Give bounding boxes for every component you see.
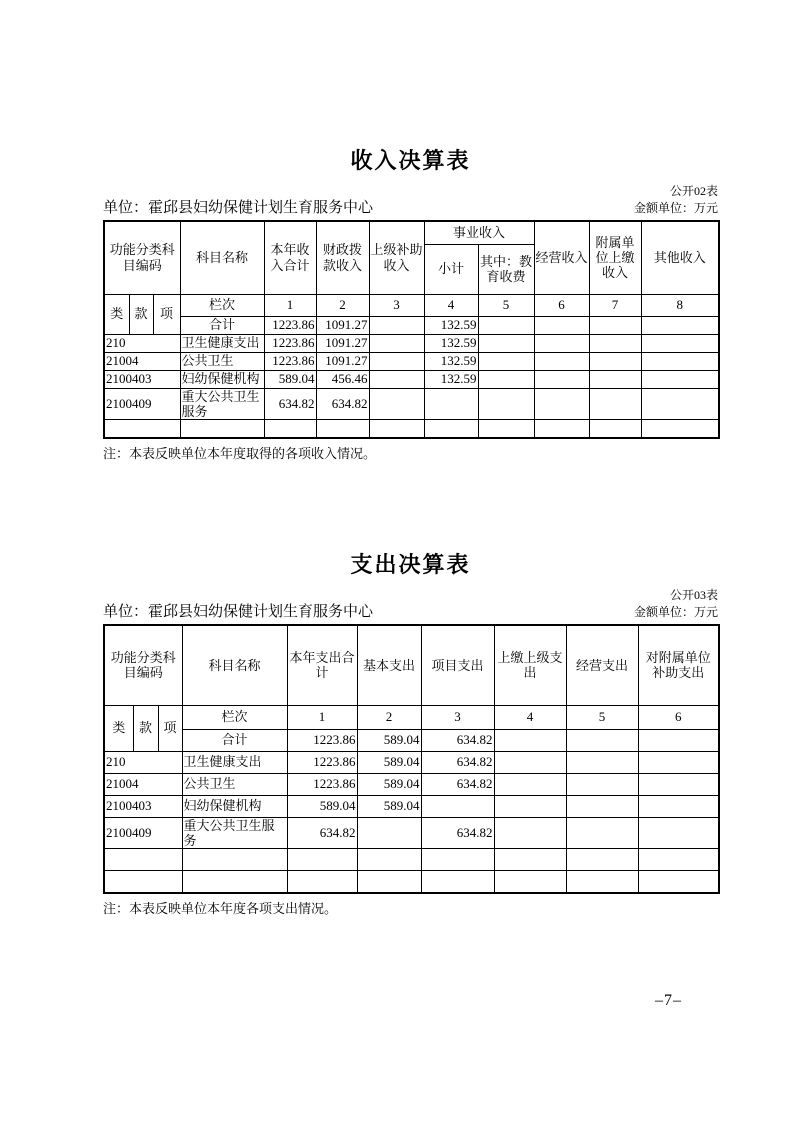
row-subject-name: 妇幼保健机构 — [182, 795, 287, 817]
row-value — [369, 420, 424, 438]
row-value — [424, 420, 478, 438]
header-section: 款 — [133, 705, 158, 751]
row-value: 1091.27 — [316, 334, 369, 352]
row-value — [638, 795, 719, 817]
row-value — [287, 849, 357, 871]
row-value — [478, 420, 534, 438]
row-value — [369, 352, 424, 370]
total-value — [589, 316, 641, 334]
header-section: 款 — [129, 294, 153, 334]
table-row — [104, 420, 719, 438]
income-unit-name: 单位：霍邱县妇幼保健计划生育服务中心 — [103, 200, 374, 216]
expense-unit-line — [103, 603, 718, 622]
total-value — [638, 729, 719, 751]
header-operating-expense: 经营支出 — [566, 625, 638, 705]
row-subject-name — [180, 420, 264, 438]
lanci-label: 栏次 — [180, 294, 264, 316]
row-value — [534, 334, 589, 352]
expense-statement-table — [103, 624, 720, 894]
header-function-code: 功能分类科目编码 — [104, 221, 180, 294]
row-value — [421, 849, 494, 871]
row-value — [316, 420, 369, 438]
total-label: 合计 — [180, 316, 264, 334]
total-value: 132.59 — [424, 316, 478, 334]
column-number: 5 — [478, 294, 534, 316]
total-value: 1223.86 — [287, 729, 357, 751]
row-value: 1223.86 — [264, 352, 316, 370]
column-number: 2 — [316, 294, 369, 316]
row-value — [589, 334, 641, 352]
row-value — [589, 420, 641, 438]
table-row — [104, 773, 719, 795]
column-number: 1 — [264, 294, 316, 316]
table-row — [104, 352, 719, 370]
table-row — [104, 817, 719, 849]
income-column-index-row — [104, 294, 719, 316]
row-value — [641, 352, 719, 370]
expense-header-row — [104, 625, 719, 705]
row-value — [641, 334, 719, 352]
row-value — [566, 871, 638, 893]
column-number: 6 — [534, 294, 589, 316]
row-value — [369, 388, 424, 420]
income-unit-line — [103, 199, 718, 218]
header-subsidy-affiliated-expense: 对附属单位补助支出 — [638, 625, 719, 705]
header-subtotal: 小计 — [424, 244, 478, 294]
income-table-note: 注：本表反映单位本年度取得的各项收入情况。 — [103, 445, 377, 461]
row-subject-name: 重大公共卫生服务 — [182, 817, 287, 849]
row-code: 2100403 — [104, 795, 182, 817]
column-number: 8 — [641, 294, 719, 316]
header-other-income: 其他收入 — [641, 221, 719, 294]
row-value: 132.59 — [424, 352, 478, 370]
row-value — [641, 420, 719, 438]
expense-table-title: 支出决算表 — [350, 553, 471, 578]
row-value — [287, 871, 357, 893]
header-total-income: 本年收入合计 — [264, 221, 316, 294]
row-code — [104, 420, 180, 438]
row-subject-name: 公共卫生 — [182, 773, 287, 795]
row-subject-name: 卫生健康支出 — [182, 751, 287, 773]
income-statement-table — [103, 220, 720, 439]
row-value — [421, 871, 494, 893]
total-label: 合计 — [182, 729, 287, 751]
row-code — [104, 871, 182, 893]
header-superior-subsidy-income: 上级补助收入 — [369, 221, 424, 294]
row-value — [369, 370, 424, 388]
column-number: 4 — [494, 705, 566, 729]
column-number: 6 — [638, 705, 719, 729]
row-value — [494, 773, 566, 795]
row-value — [638, 773, 719, 795]
expense-column-index-row — [104, 705, 719, 729]
row-value: 634.82 — [421, 817, 494, 849]
table-row — [104, 795, 719, 817]
row-value — [638, 751, 719, 773]
row-code — [104, 849, 182, 871]
total-value: 589.04 — [357, 729, 421, 751]
income-total-row — [104, 316, 719, 334]
income-table-title: 收入决算表 — [350, 149, 471, 174]
row-value: 589.04 — [357, 795, 421, 817]
total-value — [566, 729, 638, 751]
row-value — [357, 817, 421, 849]
row-value — [357, 871, 421, 893]
expense-doc-label: 公开03表 — [669, 588, 718, 602]
row-value — [264, 420, 316, 438]
expense-table-note: 注：本表反映单位本年度各项支出情况。 — [103, 900, 338, 916]
header-education-fees: 其中：教育收费 — [478, 244, 534, 294]
table-row — [104, 751, 719, 773]
row-value — [494, 751, 566, 773]
total-value — [369, 316, 424, 334]
row-value — [589, 370, 641, 388]
row-value — [566, 795, 638, 817]
table-row — [104, 871, 719, 893]
row-code: 2100409 — [104, 388, 180, 420]
row-value: 634.82 — [421, 773, 494, 795]
row-value: 1223.86 — [287, 773, 357, 795]
row-value — [357, 849, 421, 871]
row-code: 21004 — [104, 773, 182, 795]
row-value — [566, 751, 638, 773]
table-row — [104, 334, 719, 352]
page-number: –7– — [655, 992, 682, 1009]
row-value: 589.04 — [357, 751, 421, 773]
income-doc-label: 公开02表 — [669, 184, 718, 198]
header-basic-expense: 基本支出 — [357, 625, 421, 705]
row-value: 589.04 — [287, 795, 357, 817]
row-value — [494, 795, 566, 817]
row-value: 634.82 — [287, 817, 357, 849]
column-number: 7 — [589, 294, 641, 316]
header-subject-name: 科目名称 — [180, 221, 264, 294]
row-value — [369, 334, 424, 352]
row-value — [534, 352, 589, 370]
row-value — [478, 352, 534, 370]
header-subject-name: 科目名称 — [182, 625, 287, 705]
row-subject-name — [182, 849, 287, 871]
row-code: 21004 — [104, 352, 180, 370]
row-code: 2100409 — [104, 817, 182, 849]
header-class: 类 — [104, 705, 133, 751]
header-turn-over-superior-expense: 上缴上级支出 — [494, 625, 566, 705]
header-affiliated-unit-income: 附属单位上缴收入 — [589, 221, 641, 294]
expense-unit-name: 单位：霍邱县妇幼保健计划生育服务中心 — [103, 604, 374, 620]
header-project-expense: 项目支出 — [421, 625, 494, 705]
header-item: 项 — [153, 294, 180, 334]
row-value: 1223.86 — [287, 751, 357, 773]
lanci-label: 栏次 — [182, 705, 287, 729]
total-value — [494, 729, 566, 751]
total-value — [478, 316, 534, 334]
row-value — [424, 388, 478, 420]
row-value — [478, 388, 534, 420]
row-value — [494, 849, 566, 871]
income-section — [103, 149, 718, 462]
expense-amount-unit: 金额单位：万元 — [633, 605, 718, 619]
table-row — [104, 388, 719, 420]
row-value — [478, 370, 534, 388]
total-value: 634.82 — [421, 729, 494, 751]
row-code: 210 — [104, 334, 180, 352]
column-number: 5 — [566, 705, 638, 729]
row-value: 132.59 — [424, 370, 478, 388]
row-value: 634.82 — [421, 751, 494, 773]
row-value — [589, 352, 641, 370]
header-business-income-group: 事业收入 — [424, 221, 534, 244]
row-value — [421, 795, 494, 817]
row-value — [638, 817, 719, 849]
column-number: 4 — [424, 294, 478, 316]
row-value — [534, 370, 589, 388]
header-function-code: 功能分类科目编码 — [104, 625, 182, 705]
row-value: 456.46 — [316, 370, 369, 388]
header-total-expense: 本年支出合计 — [287, 625, 357, 705]
row-value — [638, 849, 719, 871]
row-subject-name: 妇幼保健机构 — [180, 370, 264, 388]
row-value — [641, 370, 719, 388]
row-subject-name: 公共卫生 — [180, 352, 264, 370]
total-value — [641, 316, 719, 334]
row-value: 634.82 — [264, 388, 316, 420]
row-value — [534, 388, 589, 420]
header-operating-income: 经营收入 — [534, 221, 589, 294]
income-amount-unit: 金额单位：万元 — [633, 201, 718, 215]
row-value — [494, 817, 566, 849]
total-value — [534, 316, 589, 334]
expense-section — [103, 553, 718, 917]
row-subject-name: 重大公共卫生服务 — [180, 388, 264, 420]
row-value — [589, 388, 641, 420]
row-value — [641, 388, 719, 420]
column-number: 3 — [369, 294, 424, 316]
row-value — [478, 334, 534, 352]
row-value: 634.82 — [316, 388, 369, 420]
row-value: 1223.86 — [264, 334, 316, 352]
row-value: 589.04 — [264, 370, 316, 388]
column-number: 1 — [287, 705, 357, 729]
total-value: 1091.27 — [316, 316, 369, 334]
table-row — [104, 849, 719, 871]
row-subject-name — [182, 871, 287, 893]
row-value: 132.59 — [424, 334, 478, 352]
column-number: 2 — [357, 705, 421, 729]
row-value — [638, 871, 719, 893]
row-code: 210 — [104, 751, 182, 773]
row-value — [566, 773, 638, 795]
row-value — [566, 849, 638, 871]
row-code: 2100403 — [104, 370, 180, 388]
row-value — [494, 871, 566, 893]
header-item: 项 — [158, 705, 182, 751]
row-value — [566, 817, 638, 849]
column-number: 3 — [421, 705, 494, 729]
row-value: 589.04 — [357, 773, 421, 795]
row-value: 1091.27 — [316, 352, 369, 370]
income-header-row-1 — [104, 221, 719, 244]
row-value — [534, 420, 589, 438]
header-class: 类 — [104, 294, 129, 334]
total-value: 1223.86 — [264, 316, 316, 334]
expense-total-row — [104, 729, 719, 751]
header-fiscal-appropriation-income: 财政拨款收入 — [316, 221, 369, 294]
row-subject-name: 卫生健康支出 — [180, 334, 264, 352]
table-row — [104, 370, 719, 388]
